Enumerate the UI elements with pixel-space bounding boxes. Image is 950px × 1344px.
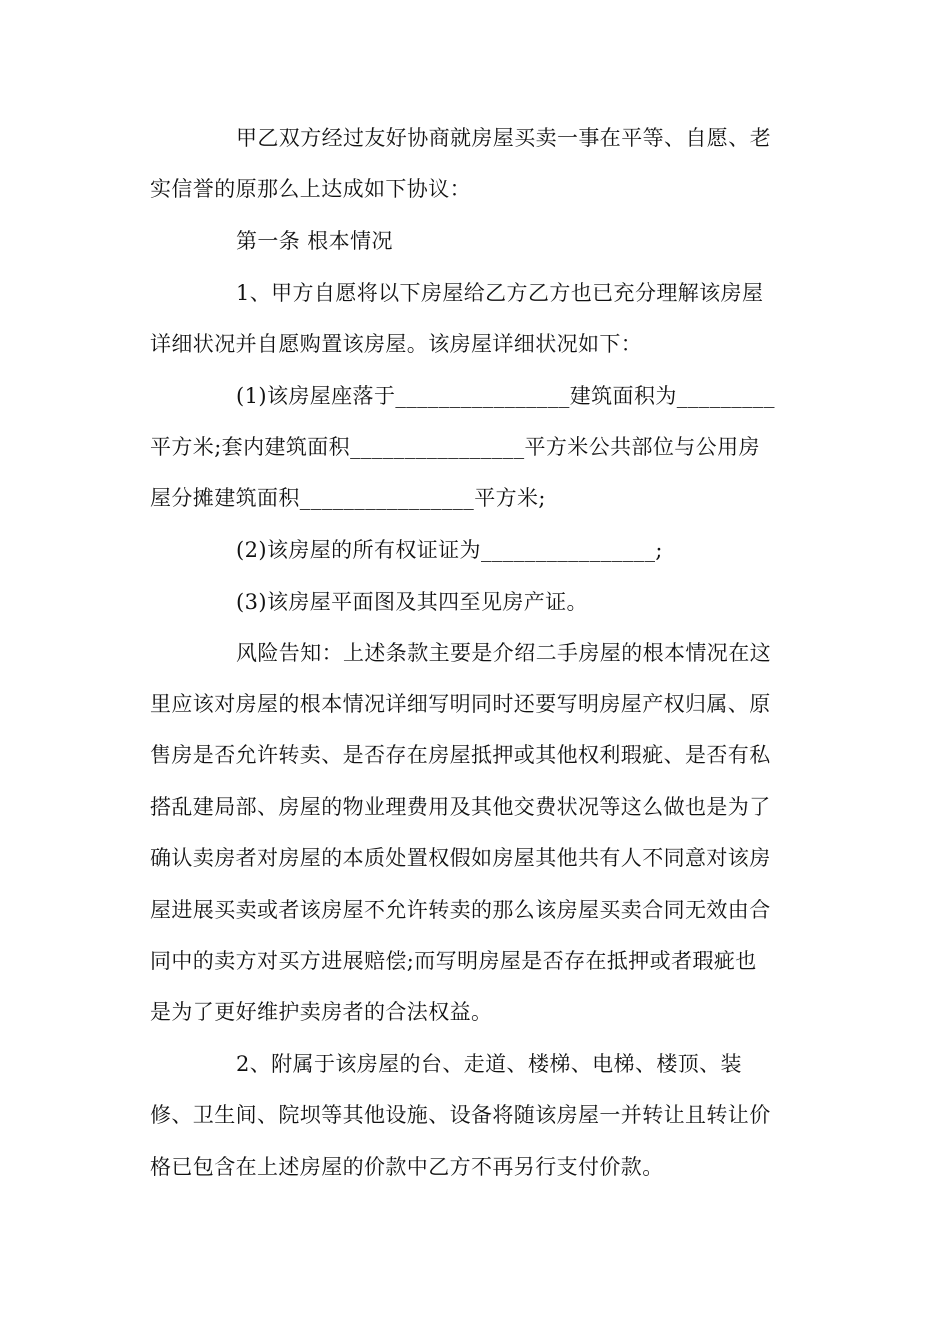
paragraph-line: 确认卖房者对房屋的本质处置权假如房屋其他共有人不同意对该房 [150,846,771,870]
paragraph-line: 里应该对房屋的根本情况详细写明同时还要写明房屋产权归属、原 [150,692,771,716]
paragraph-line: 修、卫生间、院坝等其他设施、设备将随该房屋一并转让且转让价 [150,1103,771,1127]
paragraph-line: 详细状况并自愿购置该房屋。该房屋详细状况如下： [150,332,643,356]
section-heading: 第一条 根本情况 [236,229,393,253]
paragraph-line: 平方米;套内建筑面积________________平方米公共部位与公用房 [150,435,760,459]
paragraph-line: 格已包含在上述房屋的价款中乙方不再另行支付价款。 [150,1155,664,1179]
paragraph-line: 2、附属于该房屋的台、走道、楼梯、电梯、楼顶、装 [236,1052,742,1076]
paragraph-line: (1)该房屋座落于________________建筑面积为_________ [236,384,775,408]
paragraph-line: 售房是否允许转卖、是否存在房屋抵押或其他权利瑕疵、是否有私 [150,743,771,767]
paragraph-line: 搭乱建局部、房屋的物业理费用及其他交费状况等这么做也是为了 [150,795,771,819]
paragraph-line: 1、甲方自愿将以下房屋给乙方乙方也已充分理解该房屋 [236,281,764,305]
paragraph-line: 实信誉的原那么上达成如下协议： [150,177,471,201]
paragraph-line: (3)该房屋平面图及其四至见房产证。 [236,590,588,614]
paragraph-line: 屋分摊建筑面积________________平方米; [150,486,546,510]
paragraph-line: (2)该房屋的所有权证证为________________; [236,538,663,562]
paragraph-line: 同中的卖方对买方进展赔偿;而写明房屋是否存在抵押或者瑕疵也 [150,949,757,973]
paragraph-line: 甲乙双方经过友好协商就房屋买卖一事在平等、自愿、老 [236,126,771,150]
paragraph-line: 屋进展买卖或者该房屋不允许转卖的那么该房屋买卖合同无效由合 [150,898,771,922]
paragraph-line: 是为了更好维护卖房者的合法权益。 [150,1000,493,1024]
paragraph-line: 风险告知：上述条款主要是介绍二手房屋的根本情况在这 [236,641,771,665]
